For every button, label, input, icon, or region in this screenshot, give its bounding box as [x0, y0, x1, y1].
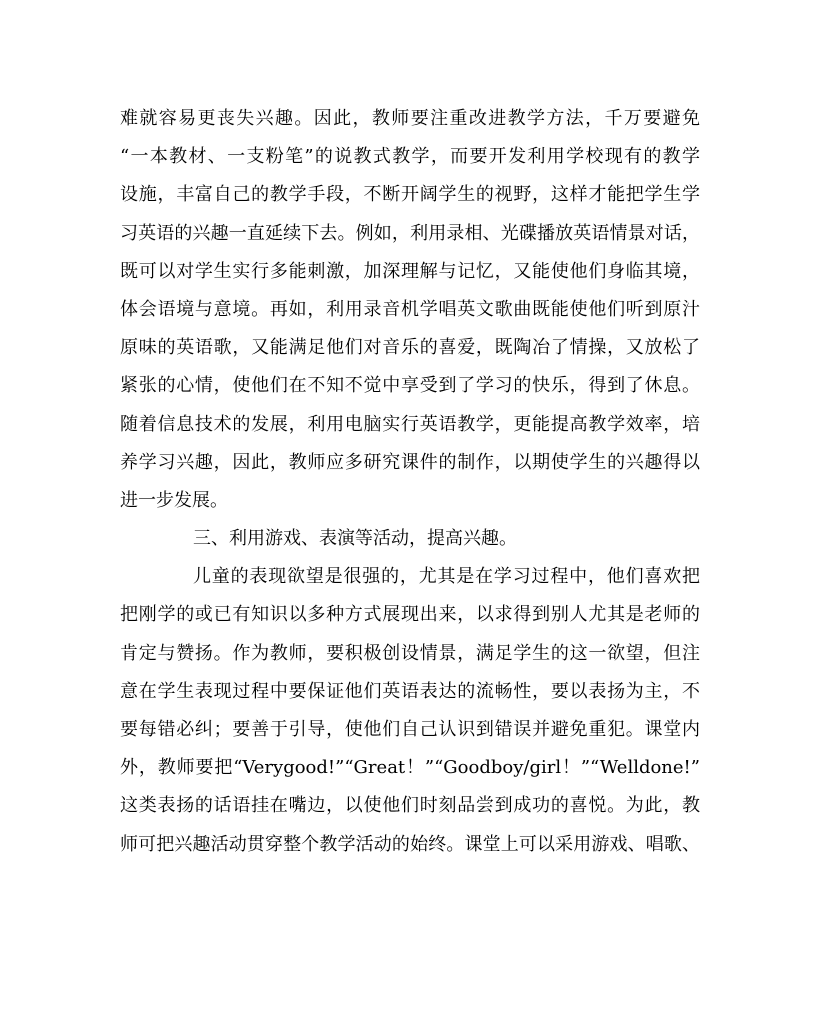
text-line: 养学习兴趣，因此，教师应多研究课件的制作，以期使学生的兴趣得以 — [120, 451, 700, 473]
text-line: 难就容易更丧失兴趣。因此，教师要注重改进教学方法，千万要避免 — [120, 108, 700, 129]
text-line: 习英语的兴趣一直延续下去。例如，利用录相、光碟播放英语情景对话， — [120, 222, 700, 244]
text-line: 原味的英语歌，又能满足他们对音乐的喜爱，既陶冶了情操，又放松了 — [120, 337, 700, 359]
text-line: 儿童的表现欲望是很强的，尤其是在学习过程中，他们喜欢把 — [193, 566, 700, 588]
text-line: 既可以对学生实行多能刺激，加深理解与记忆，又能使他们身临其境， — [120, 260, 700, 282]
text-line: 意在学生表现过程中要保证他们英语表达的流畅性，要以表扬为主，不 — [120, 680, 700, 702]
text-line: 体会语境与意境。再如，利用录音机学唱英文歌曲既能使他们听到原汁 — [120, 298, 700, 320]
text-line: 紧张的心情，使他们在不知不觉中享受到了学习的快乐，得到了休息。 — [120, 375, 700, 397]
text-line: 设施，丰富自己的教学手段，不断开阔学生的视野，这样才能把学生学 — [120, 184, 700, 206]
text-line: 师可把兴趣活动贯穿整个教学活动的始终。课堂上可以采用游戏、唱歌、 — [120, 833, 700, 855]
text-line: “一本教材、一支粉笔”的说教式教学，而要开发利用学校现有的教学 — [120, 146, 700, 168]
text-line: 要每错必纠；要善于引导，使他们自己认识到错误并避免重犯。课堂内 — [120, 719, 700, 740]
text-line: 进一步发展。 — [120, 489, 228, 511]
text-line: 三、利用游戏、表演等活动，提高兴趣。 — [193, 528, 517, 550]
text-line: 把刚学的或已有知识以多种方式展现出来，以求得到别人尤其是老师的 — [120, 604, 700, 626]
text-line: 肯定与赞扬。作为教师，要积极创设情景，满足学生的这一欲望，但注 — [120, 642, 700, 664]
text-line: 外，教师要把“Verygood!”“Great！”“Goodboy/girl！”“Welldone!” — [120, 757, 700, 779]
text-line: 随着信息技术的发展，利用电脑实行英语教学，更能提高教学效率，培 — [120, 413, 700, 435]
text-line: 这类表扬的话语挂在嘴边，以使他们时刻品尝到成功的喜悦。为此，教 — [120, 795, 700, 817]
body-text — [120, 100, 700, 864]
